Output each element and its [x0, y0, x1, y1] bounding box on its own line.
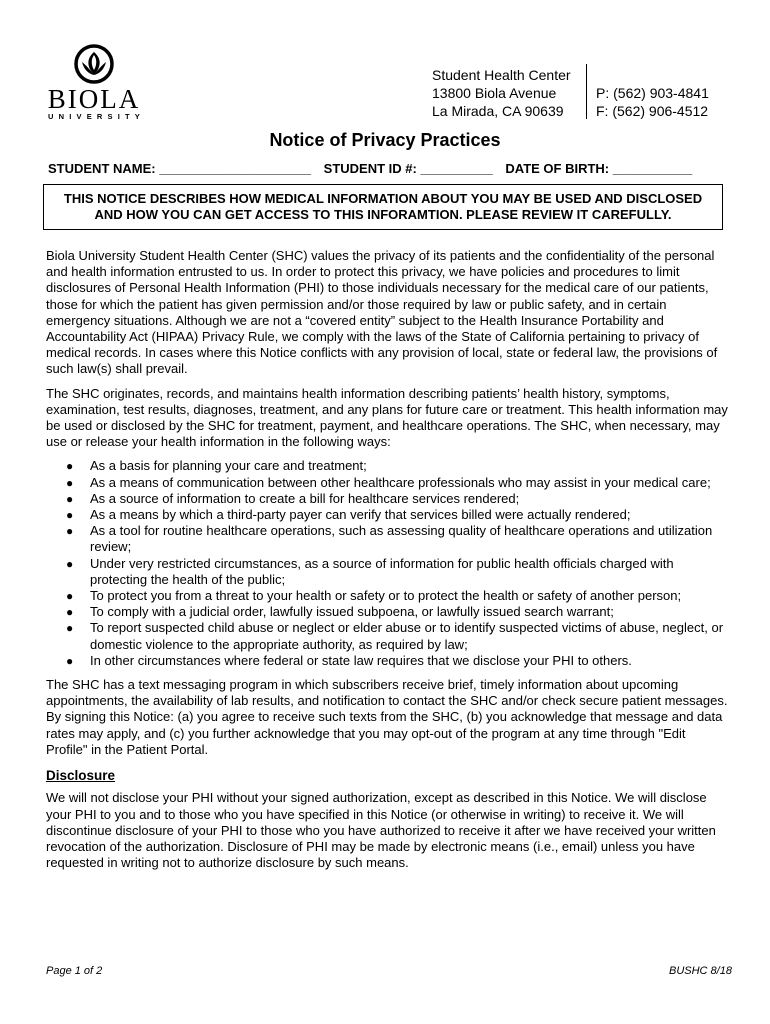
disclosure-heading: Disclosure: [46, 768, 116, 784]
logo-subtitle: UNIVERSITY: [48, 112, 146, 121]
list-item-text: As a means by which a third-party payer can verify that services billed were actually rendered;: [90, 507, 631, 523]
header-divider: [586, 64, 587, 119]
list-item: [66, 588, 728, 604]
student-id-field[interactable]: STUDENT ID #: __________: [323, 161, 493, 176]
text-messaging-paragraph: The SHC has a text messaging program in which subscribers receive brief, timely information about upcoming appointments, the availability of lab results, and notification to contact the SHC and/or check secure patient messages. By signing this Notice: (a) you agree to receive such texts from the SHC, (b) you acknowledge that message and data rates may apply, and (c) you further acknowledge that you may opt-out of the program at any time through "Edit Profile" in the Patient Portal.: [46, 677, 728, 757]
page-title: Notice of Privacy Practices: [269, 130, 501, 150]
bullet-icon: ●: [66, 621, 74, 636]
list-item-text: In other circumstances where federal or state law requires that we disclose your PHI to others.: [90, 652, 632, 668]
list-item-text: As a basis for planning your care and treatment;: [90, 458, 367, 474]
biola-seal-icon: [72, 44, 116, 84]
phone-number: P: (562) 903-4841: [596, 85, 709, 101]
student-fields: [48, 161, 728, 176]
list-item-text: To comply with a judicial order, lawfully issued subpoena, or lawfully issued search warrant;: [90, 604, 614, 620]
list-item: [66, 620, 728, 652]
logo-wordmark: BIOLA: [47, 84, 141, 114]
list-item: [66, 507, 728, 523]
bullet-icon: ●: [66, 459, 74, 474]
list-item: [66, 458, 728, 474]
address-line: 13800 Biola Avenue: [432, 85, 557, 101]
list-item: [66, 555, 728, 588]
bullet-icon: ●: [66, 653, 74, 668]
bullet-icon: ●: [66, 556, 74, 571]
bullet-icon: ●: [66, 508, 74, 523]
contact-numbers: [596, 84, 709, 120]
list-item: [66, 474, 728, 491]
notice-line: AND HOW YOU CAN GET ACCESS TO THIS INFORAMTION. PLEASE REVIEW IT CAREFULLY.: [94, 207, 672, 222]
list-item: [66, 604, 728, 620]
form-code: BUSHC 8/18: [669, 965, 732, 977]
bullet-icon: ●: [66, 605, 74, 620]
page-number: Page 1 of 2: [46, 965, 103, 977]
list-item: [66, 652, 728, 669]
list-item-text: To protect you from a threat to your health or safety or to protect the health or safety of another person;: [90, 588, 682, 604]
list-item: [66, 490, 728, 507]
student-name-field[interactable]: STUDENT NAME: _____________________: [48, 161, 312, 176]
intro-paragraph: Biola University Student Health Center (SHC) values the privacy of its patients and the confidentiality of the personal and health information entrusted to us. In order to protect this privacy, we have policies and procedures to limit disclosures of Personal Health Information (PHI) to those individuals necessary for the medical care of our patients, those for which the patient has given permission and/or those required by law or public safety, and in certain emergency situations. Although we are not a “covered entity” subject to the Health Insurance Portability and Accountability Act (HIPAA) Privacy Rule, we comply with the laws of the State of California pertaining to privacy of medical records. In cases where this Notice conflicts with any provision of local, state or federal law, the provisions of such law(s) shall prevail.: [46, 248, 718, 377]
notice-line: THIS NOTICE DESCRIBES HOW MEDICAL INFORMATION ABOUT YOU MAY BE USED AND DISCLOSED: [63, 191, 703, 206]
address-line: La Mirada, CA 90639: [432, 103, 564, 119]
list-item-text: Under very restricted circumstances, as a source of information for public health officials charged with protecting the health of the public;: [90, 555, 674, 587]
bullet-icon: ●: [66, 491, 74, 506]
list-item-text: As a means of communication between other healthcare professionals who may assist in your medical care;: [90, 474, 711, 490]
biola-logo: [44, 44, 144, 124]
disclosure-paragraph: We will not disclose your PHI without your signed authorization, except as described in this Notice. We will disclose your PHI to you and to those who you have specified in this Notice (or otherwise in writing) to receive it. We will discontinue disclosure of your PHI to those who you have authorized to receive it after we have received your written revocation of the authorization. Disclosure of PHI may be made by electronic means (i.e., email) unless you have requested in writing not to authorize disclosure by such means.: [46, 790, 716, 871]
bullet-icon: ●: [66, 589, 74, 604]
list-item-text: As a tool for routine healthcare operations, such as assessing quality of healthcare operations and utilization review;: [90, 523, 713, 555]
address-block: [432, 66, 571, 120]
notice-box: [43, 184, 723, 230]
fax-number: F: (562) 906-4512: [596, 103, 709, 119]
list-item: [66, 523, 728, 555]
bullet-icon: ●: [66, 475, 74, 490]
date-of-birth-field[interactable]: DATE OF BIRTH: ___________: [505, 161, 693, 176]
uses-paragraph: The SHC originates, records, and maintains health information describing patients’ health history, symptoms, examination, test results, diagnoses, treatment, and any plans for future care or treatment. This health information may be used or disclosed by the SHC for treatment, payment, and healthcare operations. The SHC, when necessary, may use or release your health information in the following ways:: [46, 385, 728, 450]
list-item-text: As a source of information to create a bill for healthcare services rendered;: [90, 490, 520, 506]
document-body: [46, 248, 728, 879]
bullet-icon: ●: [66, 524, 74, 539]
uses-list: [46, 458, 728, 669]
list-item-text: To report suspected child abuse or neglect or elder abuse or to identify suspected victims of abuse, neglect, or domestic violence to the appropriate authority, as required by law;: [90, 620, 724, 652]
address-line: Student Health Center: [432, 67, 571, 83]
